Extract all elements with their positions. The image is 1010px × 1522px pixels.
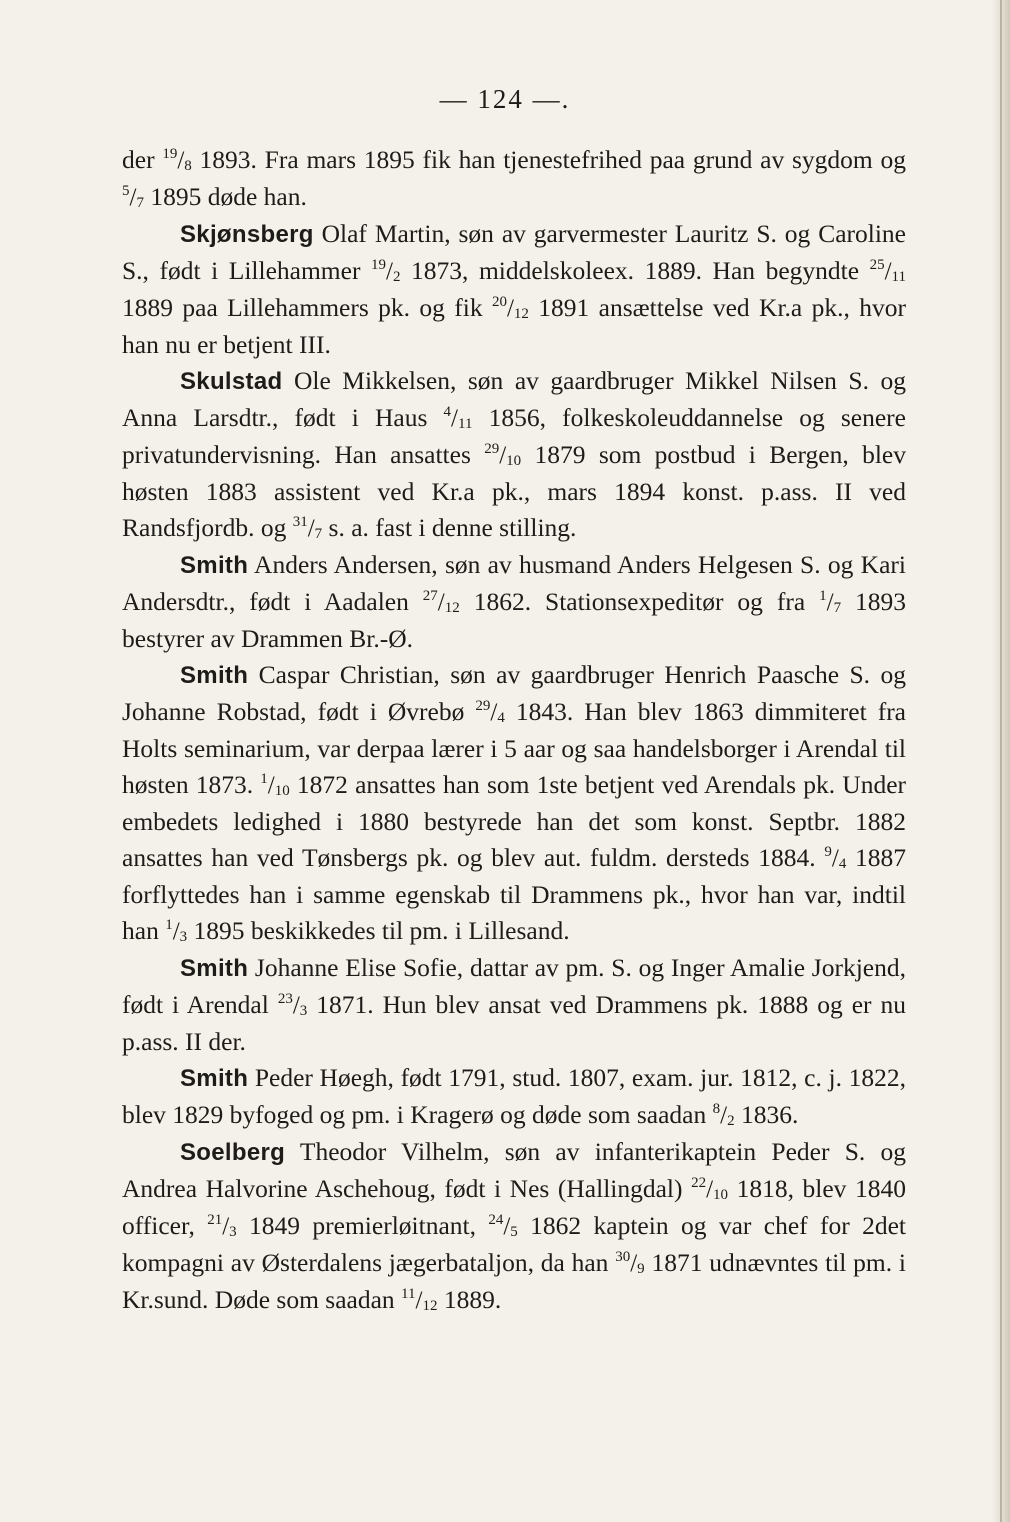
entry-surname: Soelberg — [180, 1139, 286, 1166]
date-month: 7 — [136, 195, 144, 211]
entry-text: 1895 døde han. — [143, 182, 307, 211]
date-day: 25 — [869, 257, 885, 273]
date-month: 12 — [444, 600, 460, 616]
date-month: 10 — [713, 1187, 729, 1203]
date-month: 9 — [637, 1261, 645, 1277]
date-day: 30 — [615, 1249, 631, 1265]
date-fraction: $^8/_2$ — [712, 1101, 735, 1129]
entry-text: 1889. — [437, 1285, 502, 1314]
date-month: 2 — [727, 1113, 735, 1129]
date-fraction: $^{29}/_4$ — [475, 698, 505, 726]
date-month: 11 — [891, 269, 906, 285]
date-month: 5 — [510, 1224, 518, 1240]
biographical-entry — [122, 1134, 906, 1319]
entry-text: 1879 som postbud i Bergen, blev høsten 1883 assistent ved Kr.a pk., mars 1894 konst. p.ass. II ved Randsfjordb. og — [122, 440, 906, 542]
date-day: 11 — [401, 1286, 416, 1302]
entry-surname: Smith — [180, 552, 249, 579]
entry-text: 1893. Fra mars 1895 fik han tjenestefrihed paa grund av sygdom og — [191, 145, 906, 174]
date-fraction: $^4/_{11}$ — [443, 404, 473, 432]
date-month: 12 — [422, 1298, 438, 1314]
biographical-entry — [122, 216, 906, 363]
date-month: 10 — [274, 783, 290, 799]
date-month: 4 — [838, 856, 847, 872]
date-month: 3 — [229, 1224, 237, 1240]
date-day: 19 — [371, 257, 387, 273]
date-day: 1 — [819, 588, 827, 604]
date-fraction: $^{19}/_2$ — [371, 257, 401, 285]
date-fraction: $^9/_4$ — [824, 844, 847, 872]
date-day: 1 — [165, 917, 173, 933]
page-number: — 124 —. — [439, 84, 571, 114]
date-month: 2 — [392, 269, 401, 285]
date-day: 19 — [162, 146, 178, 162]
date-day: 4 — [443, 404, 452, 420]
entry-text: 1895 beskikkedes til pm. i Lillesand. — [187, 916, 570, 945]
date-month: 7 — [314, 526, 323, 542]
date-month: 8 — [184, 158, 192, 174]
date-fraction: $^5/_7$ — [122, 183, 144, 211]
biographical-entry — [122, 363, 906, 547]
date-month: 12 — [513, 306, 529, 322]
date-month: 3 — [299, 1003, 308, 1019]
date-fraction: $^{19}/_8$ — [162, 146, 192, 174]
entry-text: Olaf Martin, søn av garvermester Lauritz S. og Caroline S., født i Lillehammer — [122, 219, 906, 285]
entry-text: 1818, blev 1840 officer, — [122, 1174, 906, 1240]
date-day: 29 — [475, 698, 491, 714]
date-fraction: $^{31}/_7$ — [292, 514, 323, 542]
entry-text: s. a. fast i denne stilling. — [322, 513, 577, 542]
entry-text: 1873, middelskoleex. 1889. Han begyndte — [400, 256, 870, 285]
entry-text: der — [122, 145, 163, 174]
date-day: 5 — [122, 183, 130, 199]
date-fraction: $^{22}/_{10}$ — [691, 1175, 729, 1203]
entry-text: Peder Høegh, født 1791, stud. 1807, exam. jur. 1812, c. j. 1822, blev 1829 byfoged og pm. i Kragerø og døde som saadan — [122, 1063, 906, 1129]
date-fraction: $^1/_{10}$ — [260, 771, 290, 799]
date-fraction: $^1/_7$ — [819, 588, 842, 616]
entry-text: 1871 udnævntes til pm. i Kr.sund. Døde som saadan — [122, 1248, 906, 1314]
date-day: 23 — [277, 991, 293, 1007]
entry-text: 1871. Hun blev ansat ved Drammens pk. 1888 og er nu p.ass. II der. — [122, 990, 906, 1056]
entry-text: 1862. Stationsexpeditør og fra — [459, 587, 820, 616]
date-fraction: $^{30}/_9$ — [615, 1249, 645, 1277]
date-day: 20 — [491, 294, 507, 310]
date-fraction: $^1/_3$ — [165, 917, 188, 945]
biographical-entry — [122, 1060, 906, 1134]
biographical-entry — [122, 950, 906, 1060]
entry-text: 1836. — [734, 1100, 799, 1129]
entry-text: 1849 premierløitnant, — [236, 1211, 489, 1240]
entry-text: Johanne Elise Sofie, dattar av pm. S. og Inger Amalie Jorkjend, født i Arendal — [122, 953, 906, 1019]
entry-text: 1862 kaptein og var chef for 2det kompagni av Østerdalens jægerbataljon, da han — [122, 1211, 906, 1277]
date-day: 21 — [207, 1212, 223, 1228]
entry-text: 1887 forflyttedes han i samme egenskab til Drammens pk., hvor han var, indtil han — [122, 843, 907, 945]
biographical-entry — [122, 547, 906, 657]
date-fraction: $^{24}/_5$ — [488, 1212, 518, 1240]
date-month: 4 — [497, 710, 505, 726]
entry-text: Caspar Christian, søn av gaardbruger Henrich Paasche S. og Johanne Robstad, født i Øvrebø — [122, 660, 906, 726]
entry-text: 1893 bestyrer av Drammen Br.-Ø. — [122, 587, 907, 653]
date-day: 1 — [260, 771, 268, 787]
date-day: 9 — [824, 844, 832, 860]
entry-text: 1872 ansattes han som 1ste betjent ved Arendals pk. Under embedets ledighed i 1880 bestyrede han det som konst. Septbr. 1882 ansattes han ved Tønsbergs pk. og blev aut. fuldm. dersteds 1884. — [122, 770, 907, 872]
continuation-paragraph — [122, 142, 906, 216]
date-month: 3 — [179, 929, 188, 945]
date-day: 27 — [422, 588, 438, 604]
entry-text: 1891 ansættelse ved Kr.a pk., hvor han nu er betjent III. — [122, 293, 906, 359]
entry-text: Anders Andersen, søn av husmand Anders Helgesen S. og Kari Andersdtr., født i Aadalen — [122, 550, 906, 616]
date-month: 11 — [458, 416, 473, 432]
biographical-entry — [122, 657, 906, 950]
entry-surname: Skulstad — [180, 368, 283, 395]
entry-text: 1843. Han blev 1863 dimmiteret fra Holts seminarium, var derpaa lærer i 5 aar og saa handelsborger i Arendal til høsten 1873. — [122, 697, 907, 799]
date-fraction: $^{25}/_{11}$ — [869, 257, 906, 285]
date-fraction: $^{20}/_{12}$ — [491, 294, 529, 322]
date-month: 10 — [506, 453, 522, 469]
entry-text: 1856, folkeskoleuddannelse og senere privatundervisning. Han ansattes — [122, 403, 906, 469]
date-fraction: $^{27}/_{12}$ — [422, 588, 460, 616]
date-day: 24 — [488, 1212, 504, 1228]
date-day: 31 — [292, 514, 308, 530]
date-month: 7 — [833, 600, 842, 616]
entry-surname: Smith — [180, 1065, 249, 1092]
date-day: 22 — [691, 1175, 707, 1191]
date-day: 8 — [712, 1101, 721, 1117]
page-edge-line — [1000, 0, 1002, 1522]
date-fraction: $^{11}/_{12}$ — [401, 1286, 438, 1314]
entry-text: 1889 paa Lillehammers pk. og fik — [122, 293, 492, 322]
date-fraction: $^{23}/_3$ — [277, 991, 308, 1019]
date-fraction: $^{21}/_3$ — [207, 1212, 237, 1240]
page-body — [122, 142, 906, 1319]
date-day: 29 — [484, 441, 500, 457]
entry-text: Ole Mikkelsen, søn av gaardbruger Mikkel Nilsen S. og Anna Larsdtr., født i Haus — [122, 366, 906, 432]
entry-surname: Skjønsberg — [180, 221, 314, 248]
entry-surname: Smith — [180, 955, 249, 982]
entry-surname: Smith — [180, 662, 249, 689]
entry-text: Theodor Vilhelm, søn av infanterikaptein Peder S. og Andrea Halvorine Aschehoug, født i Nes (Hallingdal) — [122, 1137, 906, 1203]
date-fraction: $^{29}/_{10}$ — [484, 441, 522, 469]
